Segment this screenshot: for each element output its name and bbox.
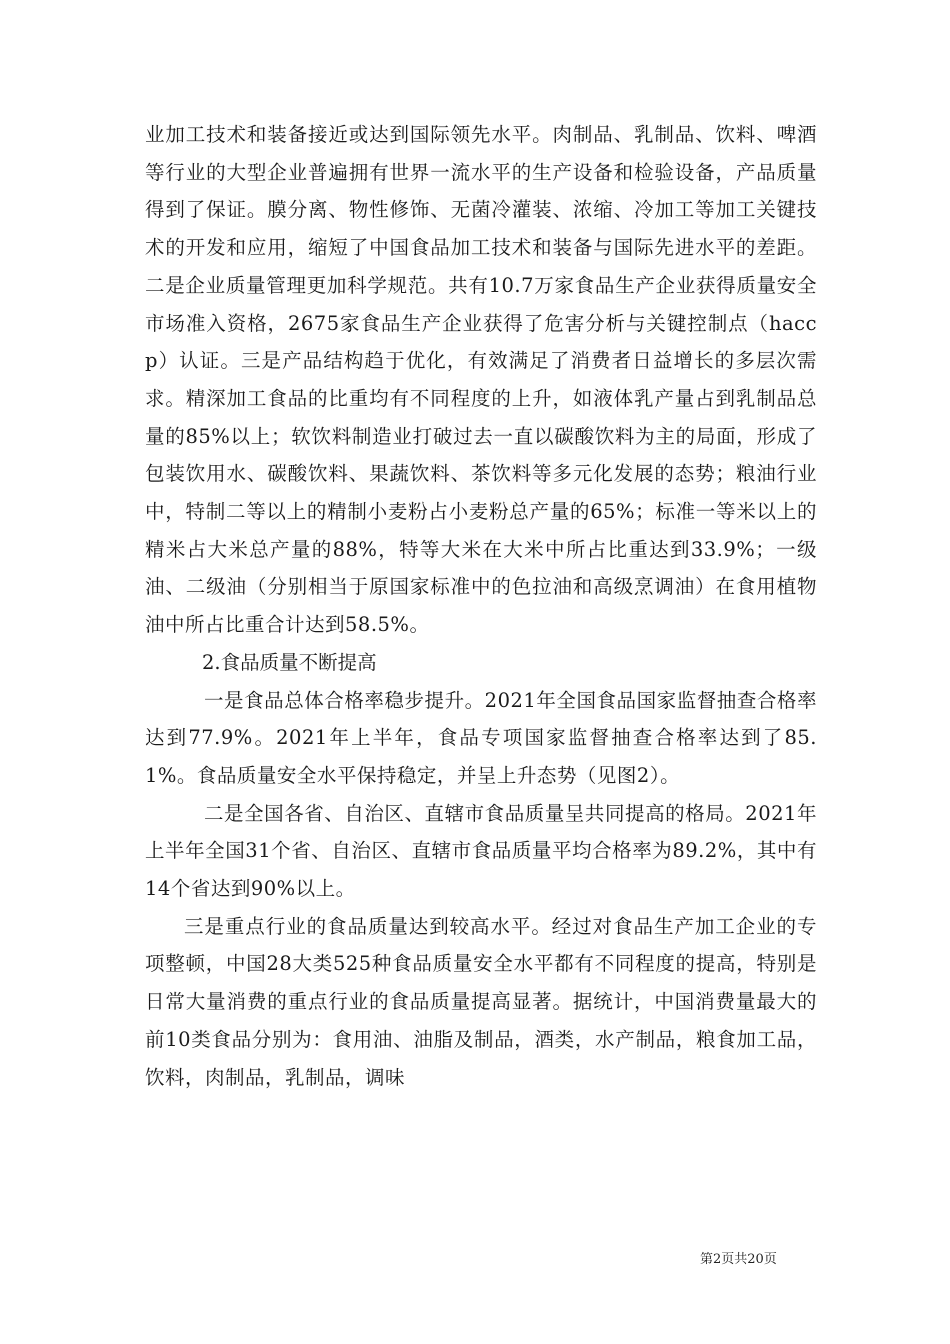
page-number: 第2页共20页 bbox=[700, 1252, 777, 1267]
document-body bbox=[145, 116, 817, 1096]
paragraph-key-industries: 三是重点行业的食品质量达到较高水平。经过对食品生产加工企业的专项整顿，中国28大类525种食品质量安全水平都有不同程度的提高，特别是日常大量消费的重点行业的食品质量提高显著。据统计，中国消费量最大的前10类食品分别为：食用油、油脂及制品，酒类，水产制品，粮食加工品，饮料，肉制品，乳制品，调味 bbox=[145, 914, 817, 1089]
paragraph-continued: 业加工技术和装备接近或达到国际领先水平。肉制品、乳制品、饮料、啤酒等行业的大型企业普遍拥有世界一流水平的生产设备和检验设备，产品质量得到了保证。膜分离、物性修饰、无菌冷灌装、浓缩、冷加工等加工关键技术的开发和应用，缩短了中国食品加工技术和装备与国际先进水平的差距。二是企业质量管理更加科学规范。共有10.7万家食品生产企业获得质量安全市场准入资格，2675家食品生产企业获得了危害分析与关键控制点（haccp）认证。三是产品结构趋于优化，有效满足了消费者日益增长的多层次需求。精深加工食品的比重均有不同程度的上升，如液体乳产量占到乳制品总量的85%以上；软饮料制造业打破过去一直以碳酸饮料为主的局面，形成了包装饮用水、碳酸饮料、果蔬饮料、茶饮料等多元化发展的态势；粮油行业中，特制二等以上的精制小麦粉占小麦粉总产量的65%；标准一等米以上的精米占大米总产量的88%，特等大米在大米中所占比重达到33.9%；一级油、二级油（分别相当于原国家标准中的色拉油和高级烹调油）在食用植物油中所占比重合计达到58.5%。 bbox=[145, 123, 817, 637]
paragraph-overall-pass-rate: 一是食品总体合格率稳步提升。2021年全国食品国家监督抽查合格率达到77.9%。2021年上半年，食品专项国家监督抽查合格率达到了85.1%。食品质量安全水平保持稳定，并呈上升态势（见图2）。 bbox=[145, 688, 817, 787]
paragraph-provinces: 二是全国各省、自治区、直辖市食品质量呈共同提高的格局。2021年上半年全国31个省、自治区、直辖市食品质量平均合格率为89.2%，其中有14个省达到90%以上。 bbox=[145, 801, 817, 901]
section-heading: 2.食品质量不断提高 bbox=[202, 650, 377, 674]
